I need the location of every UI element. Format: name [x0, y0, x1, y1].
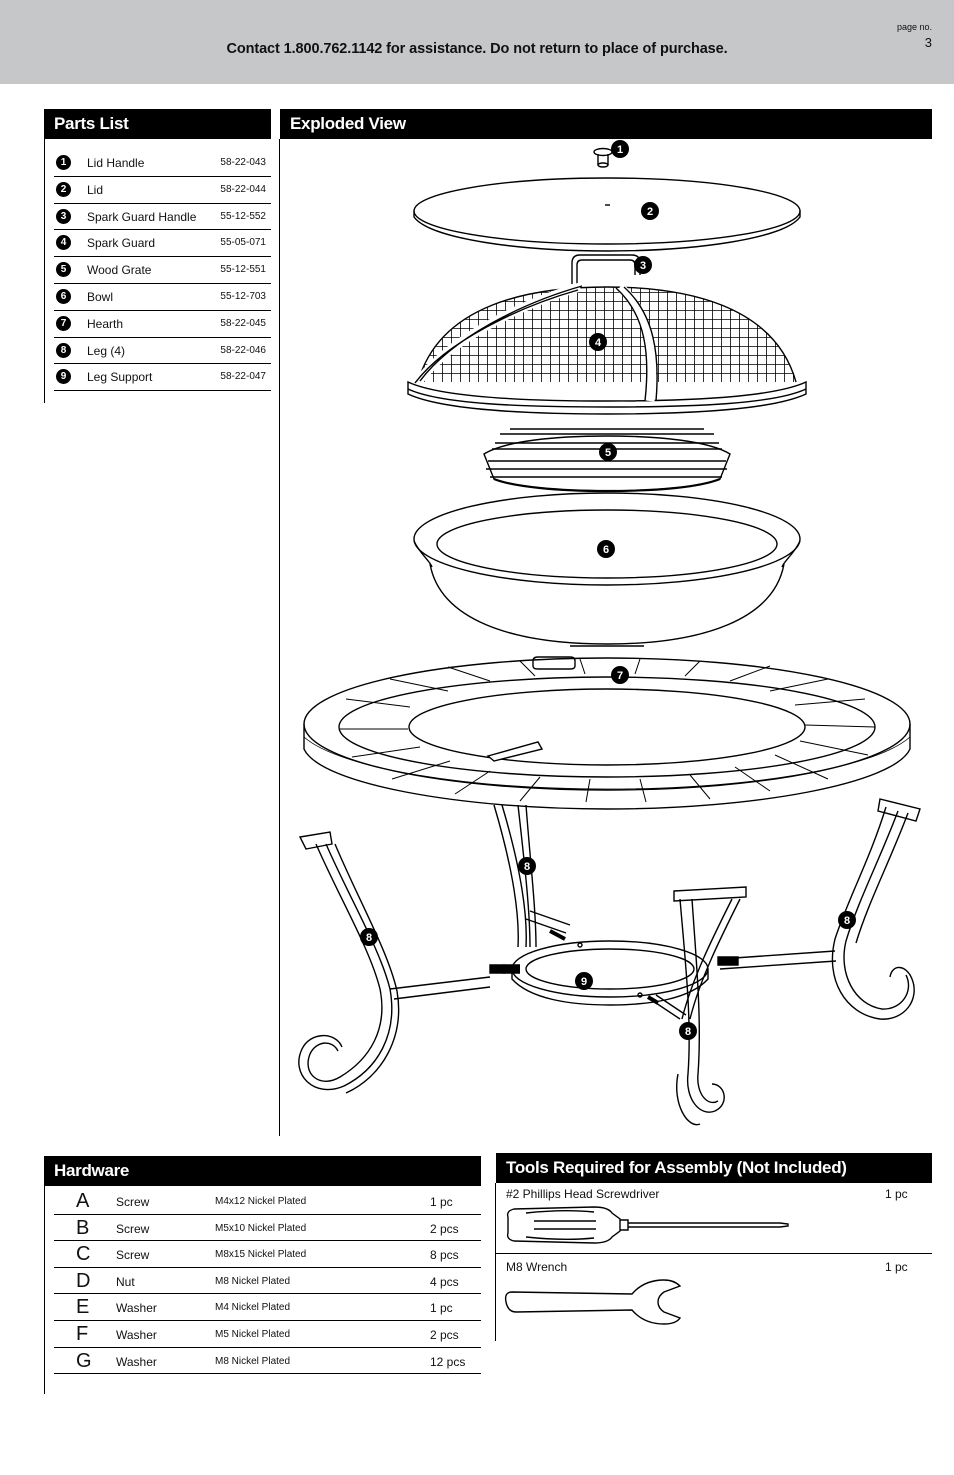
hardware-letter: C	[76, 1243, 91, 1266]
part-name: Leg (4)	[87, 343, 126, 358]
part-name: Wood Grate	[87, 263, 152, 278]
hardware-name: Screw	[116, 1221, 150, 1236]
wrench-icon	[504, 1278, 684, 1330]
hardware-letter: A	[76, 1190, 90, 1212]
hardware-letter: G	[76, 1349, 92, 1372]
callout-9: 9	[580, 976, 588, 988]
hardware-spec: M8 Nickel Plated	[215, 1355, 291, 1367]
callout-7: 7	[616, 670, 624, 682]
exploded-view-drawing	[280, 139, 932, 1139]
part-row	[54, 230, 271, 257]
leg-front-left	[299, 832, 490, 1093]
part-number-badge: 1	[56, 155, 71, 170]
callout-4: 4	[594, 337, 602, 349]
part-number-badge: 4	[56, 235, 71, 250]
leg-rear-left	[494, 805, 536, 947]
bowl	[414, 493, 800, 646]
leg-support	[490, 911, 708, 1019]
callout-8-front-left: 8	[365, 932, 373, 944]
hardware-qty: 4 pcs	[430, 1274, 459, 1289]
part-number-badge: 3	[56, 209, 71, 224]
callout-2: 2	[646, 206, 654, 218]
part-number-badge: 2	[56, 182, 71, 197]
hardware-letter: F	[76, 1322, 89, 1345]
hardware-qty: 1 pc	[430, 1301, 453, 1316]
part-row	[54, 311, 271, 338]
hardware-qty: 8 pcs	[430, 1248, 459, 1263]
hardware-spec: M8 Nickel Plated	[215, 1275, 291, 1287]
leg-rear-right	[718, 799, 920, 1019]
hardware-qty: 1 pc	[430, 1195, 453, 1209]
part-code: 55-05-071	[220, 237, 266, 249]
callout-badges	[360, 140, 856, 1040]
part-number-badge: 5	[56, 262, 71, 277]
hardware-name: Washer	[116, 1354, 157, 1369]
hardware-table	[54, 1188, 481, 1374]
callout-6: 6	[602, 544, 610, 556]
part-code: 58-22-045	[220, 317, 266, 329]
hardware-spec: M8x15 Nickel Plated	[215, 1249, 307, 1261]
tool-qty-wrench: 1 pc	[885, 1260, 908, 1274]
part-name: Bowl	[87, 289, 114, 304]
lid-handle	[594, 149, 612, 168]
hardware-spec: M4x12 Nickel Plated	[215, 1196, 307, 1207]
tool-name-wrench: M8 Wrench	[506, 1260, 568, 1274]
part-name: Lid Handle	[87, 156, 145, 170]
hearth	[304, 657, 910, 809]
part-number-badge: 9	[56, 369, 71, 384]
hardware-row	[54, 1188, 481, 1215]
part-name: Leg Support	[87, 370, 153, 385]
tool-qty-screwdriver: 1 pc	[885, 1187, 908, 1201]
tools-divider	[496, 1253, 932, 1254]
hardware-name: Washer	[116, 1327, 157, 1342]
hardware-row	[54, 1215, 481, 1242]
part-row	[54, 364, 271, 391]
hardware-name: Washer	[116, 1301, 157, 1316]
tools-left-rule	[495, 1183, 496, 1341]
part-name: Hearth	[87, 316, 124, 331]
hardware-row	[54, 1348, 481, 1375]
part-number-badge: 8	[56, 343, 71, 358]
hardware-header: Hardware	[44, 1156, 481, 1186]
part-row	[54, 257, 271, 284]
hardware-letter: B	[76, 1216, 90, 1239]
callout-5: 5	[604, 447, 612, 459]
part-number-badge: 6	[56, 289, 71, 304]
parts-list-header: Parts List	[44, 109, 271, 139]
part-code: 58-22-043	[220, 157, 266, 168]
part-code: 55-12-552	[220, 210, 266, 222]
callout-8-rear-right: 8	[843, 915, 851, 927]
hardware-name: Screw	[116, 1248, 150, 1263]
part-row	[54, 177, 271, 204]
part-row	[54, 338, 271, 365]
part-code: 55-12-551	[220, 264, 266, 276]
spark-guard	[408, 279, 810, 414]
hardware-letter: E	[76, 1296, 90, 1319]
part-row	[54, 150, 271, 177]
callout-3: 3	[639, 260, 647, 272]
part-row	[54, 204, 271, 231]
hardware-row	[54, 1268, 481, 1295]
part-code: 55-12-703	[220, 290, 266, 302]
part-name: Spark Guard Handle	[87, 209, 197, 224]
part-name: Spark Guard	[87, 236, 156, 251]
part-number-badge: 7	[56, 316, 71, 331]
screwdriver-icon	[504, 1203, 796, 1247]
exploded-view-header: Exploded View	[280, 109, 932, 139]
tools-header: Tools Required for Assembly (Not Included)	[496, 1153, 932, 1183]
tool-name-screwdriver: #2 Phillips Head Screwdriver	[506, 1187, 660, 1201]
callout-8-rear-left: 8	[523, 861, 531, 873]
hardware-left-rule	[44, 1186, 45, 1394]
hardware-spec: M5x10 Nickel Plated	[215, 1222, 307, 1234]
part-row	[54, 284, 271, 311]
callout-8-front-right: 8	[684, 1026, 692, 1038]
part-code: 58-22-046	[220, 344, 266, 356]
hardware-letter: D	[76, 1269, 91, 1292]
hardware-row	[54, 1294, 481, 1321]
part-code: 58-22-047	[220, 371, 266, 383]
hardware-qty: 2 pcs	[430, 1221, 459, 1236]
hardware-name: Nut	[116, 1274, 135, 1289]
spark-guard-handle	[572, 255, 640, 284]
page-number: 3	[924, 35, 932, 50]
parts-list	[54, 150, 271, 391]
leg-front-right	[674, 887, 746, 1125]
page-number-label: page no.	[896, 22, 932, 32]
part-name: Lid	[87, 182, 104, 197]
lid	[414, 178, 800, 251]
top-banner	[0, 0, 954, 84]
hardware-row	[54, 1321, 481, 1348]
callout-1: 1	[616, 144, 624, 156]
contact-notice: Contact 1.800.762.1142 for assistance. Do not return to place of purchase.	[226, 41, 728, 57]
hardware-qty: 2 pcs	[430, 1327, 459, 1342]
part-code: 58-22-044	[220, 183, 266, 195]
hardware-spec: M4 Nickel Plated	[215, 1302, 291, 1314]
hardware-qty: 12 pcs	[430, 1354, 466, 1369]
hardware-spec: M5 Nickel Plated	[215, 1328, 291, 1340]
parts-list-left-rule	[44, 139, 45, 403]
hardware-row	[54, 1241, 481, 1268]
hardware-name: Screw	[116, 1195, 150, 1209]
